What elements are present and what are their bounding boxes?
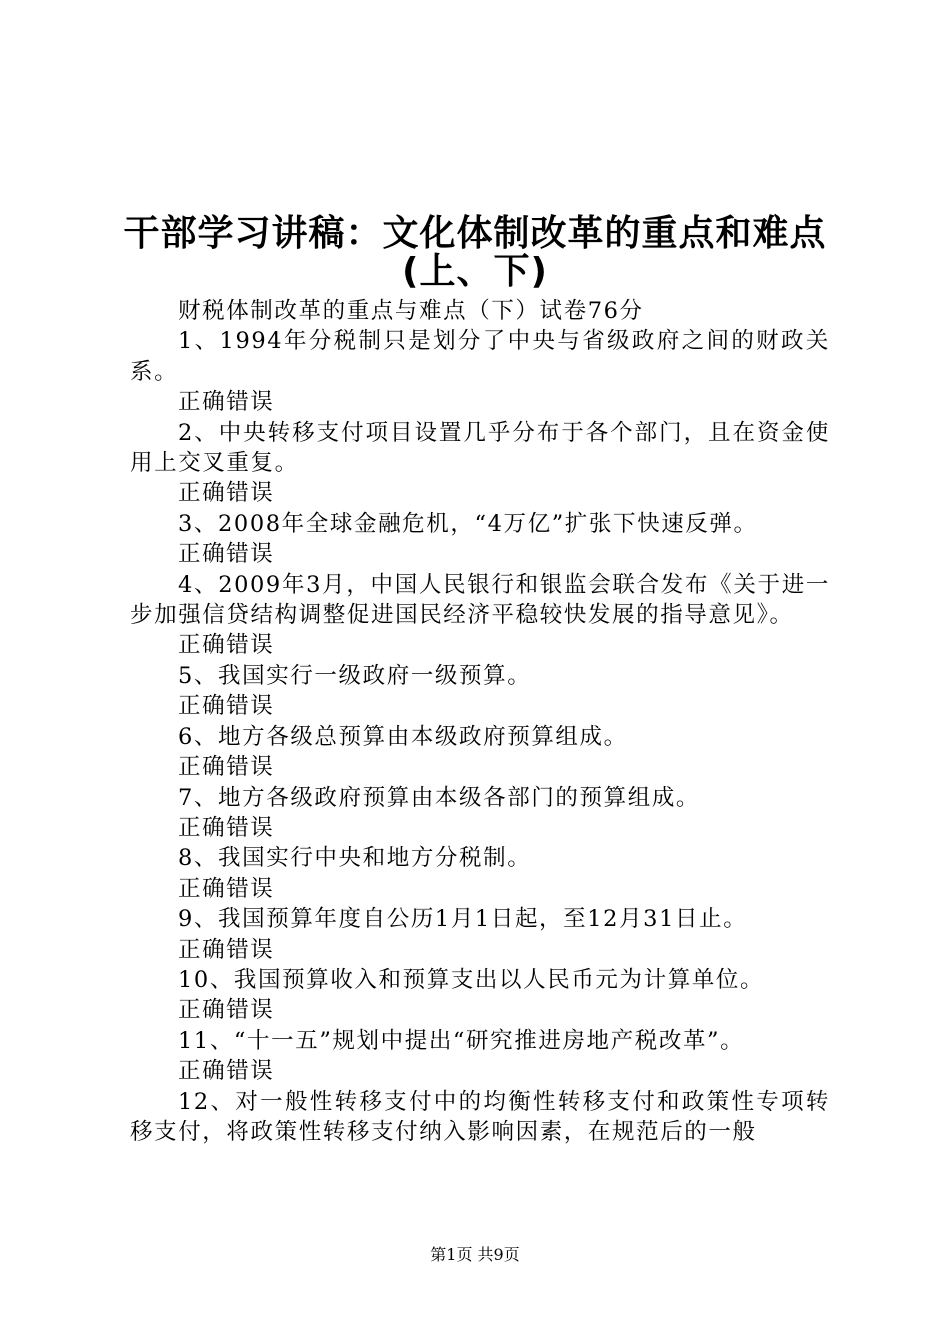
answer-options-3: 正确错误 [178,541,275,568]
answer-options-11: 正确错误 [178,1058,275,1085]
question-6: 6、地方各级总预算由本级政府预算组成。 [178,723,628,750]
document-title-line-1: 干部学习讲稿：文化体制改革的重点和难点 [123,213,827,255]
page-footer: 第1页 共9页 [430,1245,520,1264]
document-title-line-2: (上、下) [402,251,548,292]
answer-options-9: 正确错误 [178,936,275,963]
answer-options-2: 正确错误 [178,480,275,507]
question-1: 1、1994年分税制只是划分了中央与省级政府之间的财政关系。 [130,328,830,385]
answer-options-7: 正确错误 [178,814,275,841]
question-2: 2、中央转移支付项目设置几乎分布于各个部门，且在资金使用上交叉重复。 [130,419,830,477]
question-11: 11、“十一五”规划中提出“研究推进房地产税改革”。 [178,1027,745,1054]
intro-line: 财税体制改革的重点与难点（下）试卷76分 [178,298,644,324]
answer-options-6: 正确错误 [178,754,275,781]
answer-options-10: 正确错误 [178,997,275,1024]
answer-options-4: 正确错误 [178,632,275,659]
question-7: 7、地方各级政府预算由本级各部门的预算组成。 [178,784,701,811]
answer-options-5: 正确错误 [178,693,275,720]
question-12: 12、对一般性转移支付中的均衡性转移支付和政策性专项转移支付，将政策性转移支付纳入影响因素，在规范后的一般 [130,1088,830,1145]
question-10: 10、我国预算收入和预算支出以人民币元为计算单位。 [178,966,765,993]
question-3: 3、2008年全球金融危机，“4万亿”扩张下快速反弹。 [178,510,758,537]
question-5: 5、我国实行一级政府一级预算。 [178,662,532,689]
question-9: 9、我国预算年度自公历1月1日起，至12月31日止。 [178,906,748,933]
answer-options-8: 正确错误 [178,875,275,902]
document-body [130,296,830,1147]
question-4: 4、2009年3月，中国人民银行和银监会联合发布《关于进一步加强信贷结构调整促进国民经济平稳较快发展的指导意见》。 [130,571,830,629]
question-8: 8、我国实行中央和地方分税制。 [178,845,532,872]
answer-options-1: 正确错误 [178,389,275,416]
